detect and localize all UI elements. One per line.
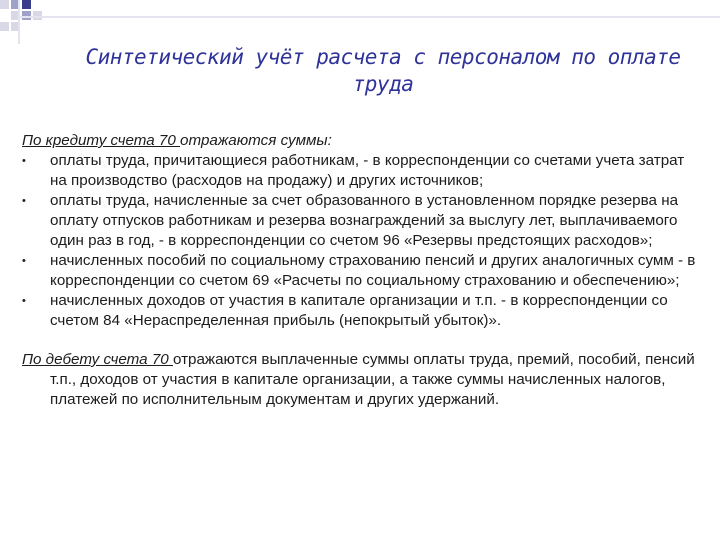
debit-account-label: По дебету счета 70	[22, 351, 173, 368]
side-rule	[18, 0, 20, 44]
bullet-marker: •	[22, 195, 26, 207]
slide-body	[22, 131, 697, 410]
bullet-marker: •	[22, 295, 26, 307]
list-item	[22, 291, 697, 331]
credit-entries-list	[22, 151, 697, 331]
slide-title: Синтетический учёт расчета с персоналом по оплате труда	[85, 45, 681, 96]
credit-account-label: По кредиту счета 70	[22, 132, 181, 149]
bullet-marker: •	[22, 255, 26, 267]
corner-decoration	[0, 0, 60, 44]
list-item	[22, 251, 697, 291]
list-item-text: начисленных пособий по социальному страхованию пенсий и других аналогичных сумм - в корреспонденции со счетом 69 «Расчеты по социальному страхованию и обеспечению»;	[50, 252, 696, 289]
debit-text: отражаются выплаченные суммы оплаты труда, премий, пособий, пенсий т.п., доходов от участия в капитале организации, а также суммы начисленных налогов, платежей по исполнительным документам и других удержаний.	[50, 351, 695, 408]
credit-intro	[22, 131, 697, 151]
header-rule	[18, 16, 720, 18]
list-item-text: начисленных доходов от участия в капитале организации и т.п. - в корреспонденции со счетом 84 «Нераспределенная прибыль (непокрытый убыток)».	[50, 292, 668, 329]
list-item	[22, 151, 697, 191]
list-item-text: оплаты труда, причитающиеся работникам, - в корреспонденции со счетами учета затрат на производство (расходов на продажу) и других источников;	[50, 152, 685, 189]
credit-intro-text: отражаются суммы:	[180, 132, 332, 149]
list-item	[22, 191, 697, 251]
list-item-text: оплаты труда, начисленные за счет образованного в установленном порядке резерва на оплату отпусков работникам и резерва вознаграждений за выслугу лет, выплачиваемого один раз в год, - в корреспонденции со счетом 96 «Резервы предстоящих расходов»;	[50, 192, 679, 249]
debit-paragraph	[22, 350, 697, 410]
bullet-marker: •	[22, 155, 26, 167]
